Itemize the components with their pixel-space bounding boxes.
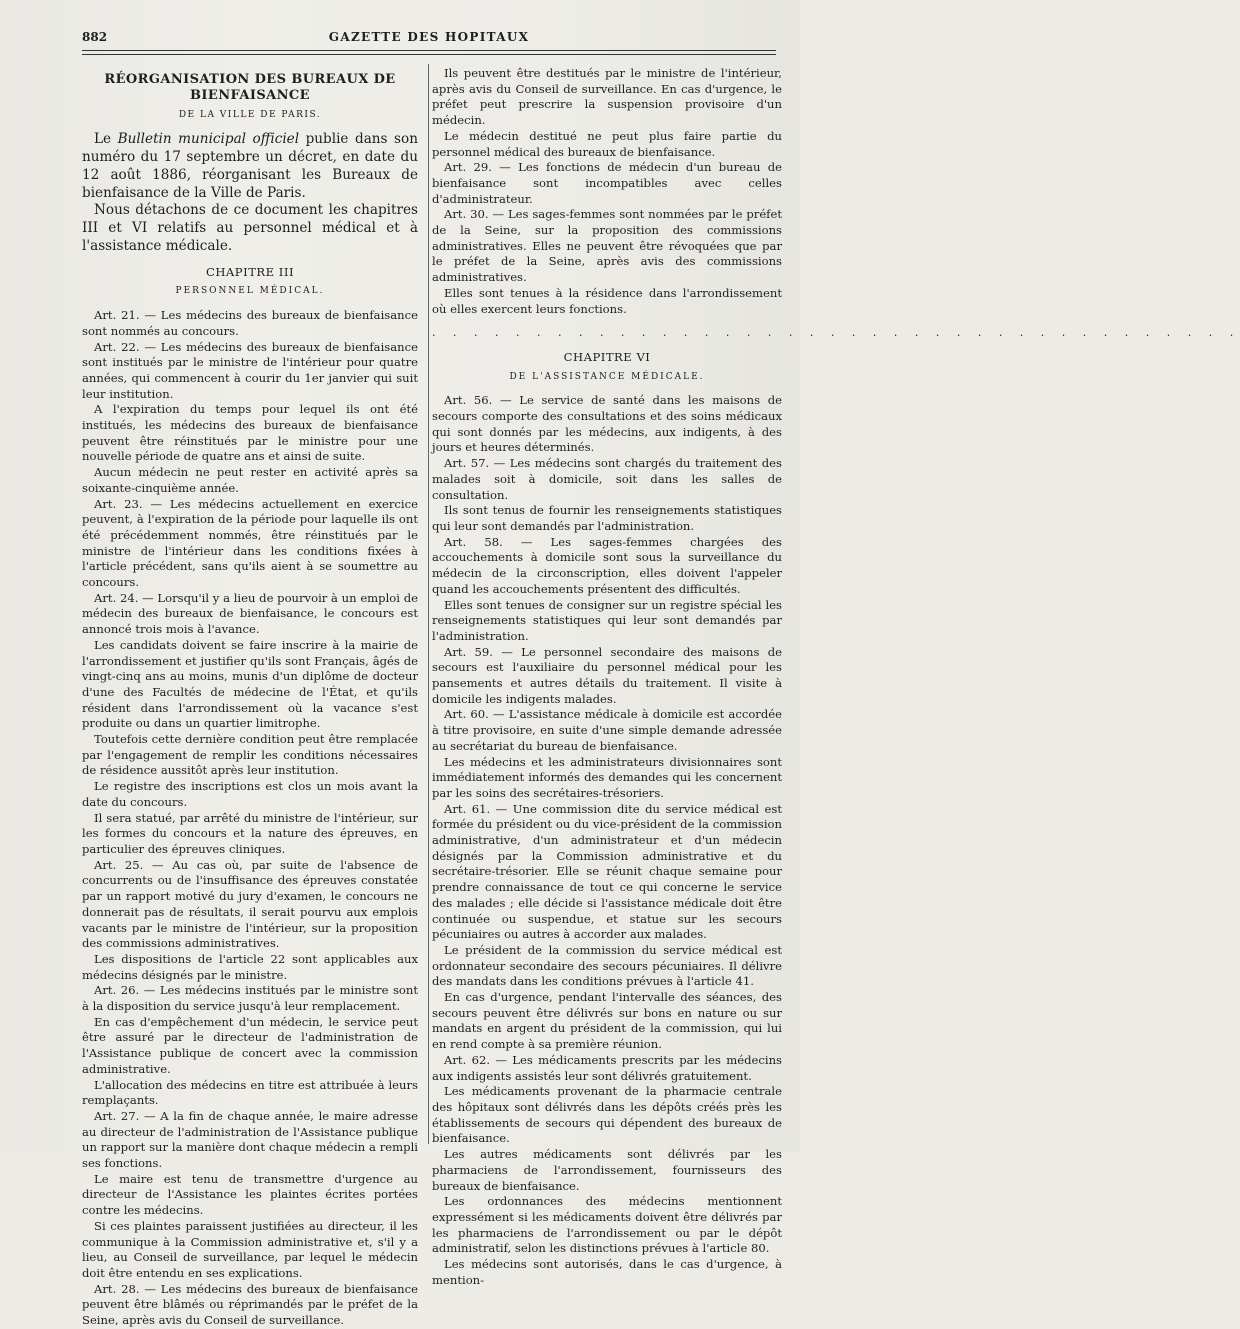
paragraph: Le maire est tenu de transmettre d'urgence au directeur de l'Assistance les plaintes écrites portées contre les médecins. (82, 1171, 418, 1218)
article-subtitle: DE LA VILLE DE PARIS. (178, 110, 322, 121)
chapter-3-subtitle: PERSONNEL MÉDICAL. (175, 286, 325, 297)
paragraph: Aucun médecin ne peut rester en activité après sa soixante-cinquième année. (82, 465, 418, 495)
intro-text-c: publie dans son numéro du 17 septembre un décret, en date du 12 août 1886, réorganisant les Bureaux de bienfaisance de la Ville de Paris. (82, 131, 418, 201)
paragraph: Les ordonnances des médecins mentionnent expressément si les médicaments doivent être délivrés par les pharmaciens de l'arrondissement ou par le dépôt administratif, selon les distinctions prévues à l'article 80. (432, 1194, 782, 1256)
header-rule-top (82, 50, 776, 51)
paragraph: Il sera statué, par arrêté du ministre de l'intérieur, sur les formes du concours et la nature des épreuves, en particulier des épreuves cliniques. (82, 810, 418, 856)
paragraph: Art. 60. — L'assistance médicale à domicile est accordée à titre provisoire, en suite d'une simple demande adressée au secrétariat du bureau de bienfaisance. (432, 707, 782, 753)
paragraph: Toutefois cette dernière condition peut être remplacée par l'engagement de remplir les conditions nécessaires de résidence aussitôt après leur institution. (82, 732, 418, 778)
ellipsis-separator: . . . . . . . . . . . . . . . . . . . . . . . . . . . . . . . . . . . . . . . (432, 326, 1240, 340)
paragraph: Art. 26. — Les médecins institués par le ministre sont à la disposition du service jusqu'à leur remplacement. (82, 983, 418, 1014)
paragraph: Elles sont tenues à la résidence dans l'arrondissement où elles exercent leurs fonctions. (432, 285, 782, 316)
paragraph: Les candidats doivent se faire inscrire à la mairie de l'arrondissement et justifier qu'ils sont Français, âgés de vingt-cinq ans au moins, munis d'un diplôme de docteur d'une des Facultés de médecine de l'État, et qu'ils résident dans l'arrondissement où la vacance s'est produite ou dans un quartier limitrophe. (82, 637, 418, 731)
paragraph: Art. 56. — Le service de santé dans les maisons de secours comporte des consultations et des soins médicaux qui sont donnés par les médecins, aux indigents, à des jours et heures déterminés. (432, 393, 782, 455)
paragraph: Ils sont tenus de fournir les renseignements statistiques qui leur sont demandés par l'administration. (432, 503, 782, 533)
paragraph: Le registre des inscriptions est clos un mois avant la date du concours. (82, 779, 418, 809)
intro-bulletin-name: Bulletin municipal officiel (117, 131, 300, 148)
paragraph: Le président de la commission du service médical est ordonnateur secondaire des secours pécuniaires. Il délivre des mandats dans les conditions prévues à l'article 41. (432, 942, 782, 989)
chapter-6-title: CHAPITRE VI (563, 349, 651, 364)
paragraph: L'allocation des médecins en titre est attribuée à leurs remplaçants. (82, 1077, 418, 1108)
paragraph: Les médecins et les administrateurs divisionnaires sont immédiatement informés des demandes qui les concernent par les soins des secrétaires-trésoriers. (432, 754, 782, 800)
paragraph: Les dispositions de l'article 22 sont applicables aux médecins désignés par le ministre. (82, 951, 418, 982)
running-title: GAZETTE DES HOPITAUX (328, 30, 530, 44)
paragraph: Art. 59. — Le personnel secondaire des maisons de secours est l'auxiliaire du personnel médical pour les pansements et autres détails du traitement. Il visite à domicile les indigents malades. (432, 644, 782, 706)
paragraph: Art. 61. — Une commission dite du service médical est formée du président ou du vice-président de la commission administrative, d'un administrateur et d'un médecin désignés par la Commission administrative et du secrétaire-trésorier. Elle se réunit chaque semaine pour prendre connaissance de tout ce qui concerne le service des malades ; elle décide si l'assistance médicale doit être continuée ou suspendue, et statue sur les secours pécuniaires ou autres à accorder aux malades. (432, 801, 782, 942)
paragraph: Art. 24. — Lorsqu'il y a lieu de pourvoir à un emploi de médecin des bureaux de bienfaisance, le concours est annoncé trois mois à l'avance. (82, 590, 418, 637)
paragraph: Art. 29. — Les fonctions de médecin d'un bureau de bienfaisance sont incompatibles avec celles d'administrateur. (432, 160, 782, 206)
right-column (432, 66, 1240, 1288)
page-header (82, 30, 776, 46)
page-number: 882 (82, 30, 108, 44)
left-paragraphs (82, 308, 418, 1329)
paragraph: En cas d'urgence, pendant l'intervalle des séances, des secours peuvent être délivrés sur bons en nature ou sur mandats en argent du président de la commission, qui lui en rend compte à sa première réunion. (432, 990, 782, 1052)
paragraph: Art. 30. — Les sages-femmes sont nommées par le préfet de la Seine, sur la proposition des commissions administratives. Elles ne peuvent être révoquées que par le préfet de la Seine, après avis des commissions administratives. (432, 207, 782, 285)
paragraph: Elles sont tenues de consigner sur un registre spécial les renseignements statistiques qui leur sont demandés par l'administration. (432, 597, 782, 643)
paragraph: Art. 25. — Au cas où, par suite de l'absence de concurrents ou de l'insuffisance des épreuves constatée par un rapport motivé du jury d'examen, le concours ne donnerait pas de résultats, il serait pourvu aux emplois vacants par le ministre de l'intérieur, sur la proposition des commissions administratives. (82, 857, 418, 951)
paragraph: En cas d'empêchement d'un médecin, le service peut être assuré par le directeur de l'administration de l'Assistance publique de concert avec la commission administrative. (82, 1014, 418, 1076)
paragraph: Art. 28. — Les médecins des bureaux de bienfaisance peuvent être blâmés ou réprimandés par le préfet de la Seine, après avis du Conseil de surveillance. (82, 1281, 418, 1328)
intro-text-a: Le (94, 131, 118, 148)
paragraph: Art. 27. — A la fin de chaque année, le maire adresse au directeur de l'administration de l'Assistance publique un rapport sur la manière dont chaque médecin a rempli ses fonctions. (82, 1108, 418, 1171)
header-rule-bottom (82, 54, 776, 55)
right-paragraphs-b (432, 393, 782, 1288)
paragraph: Art. 21. — Les médecins des bureaux de bienfaisance sont nommés au concours. (82, 308, 418, 338)
paragraph: Art. 62. — Les médicaments prescrits par les médecins aux indigents assistés leur sont délivrés gratuitement. (432, 1052, 782, 1083)
right-paragraphs-a (432, 66, 782, 317)
chapter-6-subtitle: DE L'ASSISTANCE MÉDICALE. (509, 371, 705, 382)
left-column (82, 66, 418, 1329)
paragraph: Les médicaments provenant de la pharmacie centrale des hôpitaux sont délivrés dans les dépôts créés près les établissements de secours qui dépendent des bureaux de bienfaisance. (432, 1084, 782, 1146)
paragraph: A l'expiration du temps pour lequel ils ont été institués, les médecins des bureaux de bienfaisance peuvent être réinstitués par le ministre pour une nouvelle période de quatre ans et ainsi de suite. (82, 402, 418, 464)
paragraph: Art. 57. — Les médecins sont chargés du traitement des malades soit à domicile, soit dans les salles de consultation. (432, 456, 782, 502)
intro-paragraph-2: Nous détachons de ce document les chapitres III et VI relatifs au personnel médical et à l'assistance médicale. (82, 202, 418, 254)
paragraph: Les médecins sont autorisés, dans le cas d'urgence, à mention- (432, 1257, 782, 1287)
paragraph: Art. 23. — Les médecins actuellement en exercice peuvent, à l'expiration de la période pour laquelle ils ont été précédemment nommés, être réinstitués par le ministre de l'intérieur dans les conditions fixées à l'article précédent, sans qu'ils aient à se soumettre au concours. (82, 496, 418, 590)
paragraph: Art. 58. — Les sages-femmes chargées des accouchements à domicile sont sous la surveillance du médecin de la circonscription, elles doivent l'appeler quand les accouchements présentent des difficultés. (432, 534, 782, 596)
paragraph: Ils peuvent être destitués par le ministre de l'intérieur, après avis du Conseil de surveillance. En cas d'urgence, le préfet peut prescrire la suspension provisoire d'un médecin. (432, 66, 782, 128)
article-title: RÉORGANISATION DES BUREAUX DE BIENFAISANCE (104, 72, 396, 103)
paragraph: Si ces plaintes paraissent justifiées au directeur, il les communique à la Commission administrative et, s'il y a lieu, au Conseil de surveillance, par lequel le médecin doit être entendu en ses explications. (82, 1218, 418, 1280)
paragraph: Le médecin destitué ne peut plus faire partie du personnel médical des bureaux de bienfaisance. (432, 128, 782, 159)
intro-paragraph-1 (82, 131, 418, 202)
paragraph: Art. 22. — Les médecins des bureaux de bienfaisance sont institués par le ministre de l'intérieur pour quatre années, qui commencent à courir du 1er janvier qui suit leur institution. (82, 339, 418, 401)
chapter-3-title: CHAPITRE III (205, 264, 295, 279)
paragraph: Les autres médicaments sont délivrés par les pharmaciens de l'arrondissement, fournisseurs des bureaux de bienfaisance. (432, 1147, 782, 1193)
column-divider (428, 64, 429, 1144)
